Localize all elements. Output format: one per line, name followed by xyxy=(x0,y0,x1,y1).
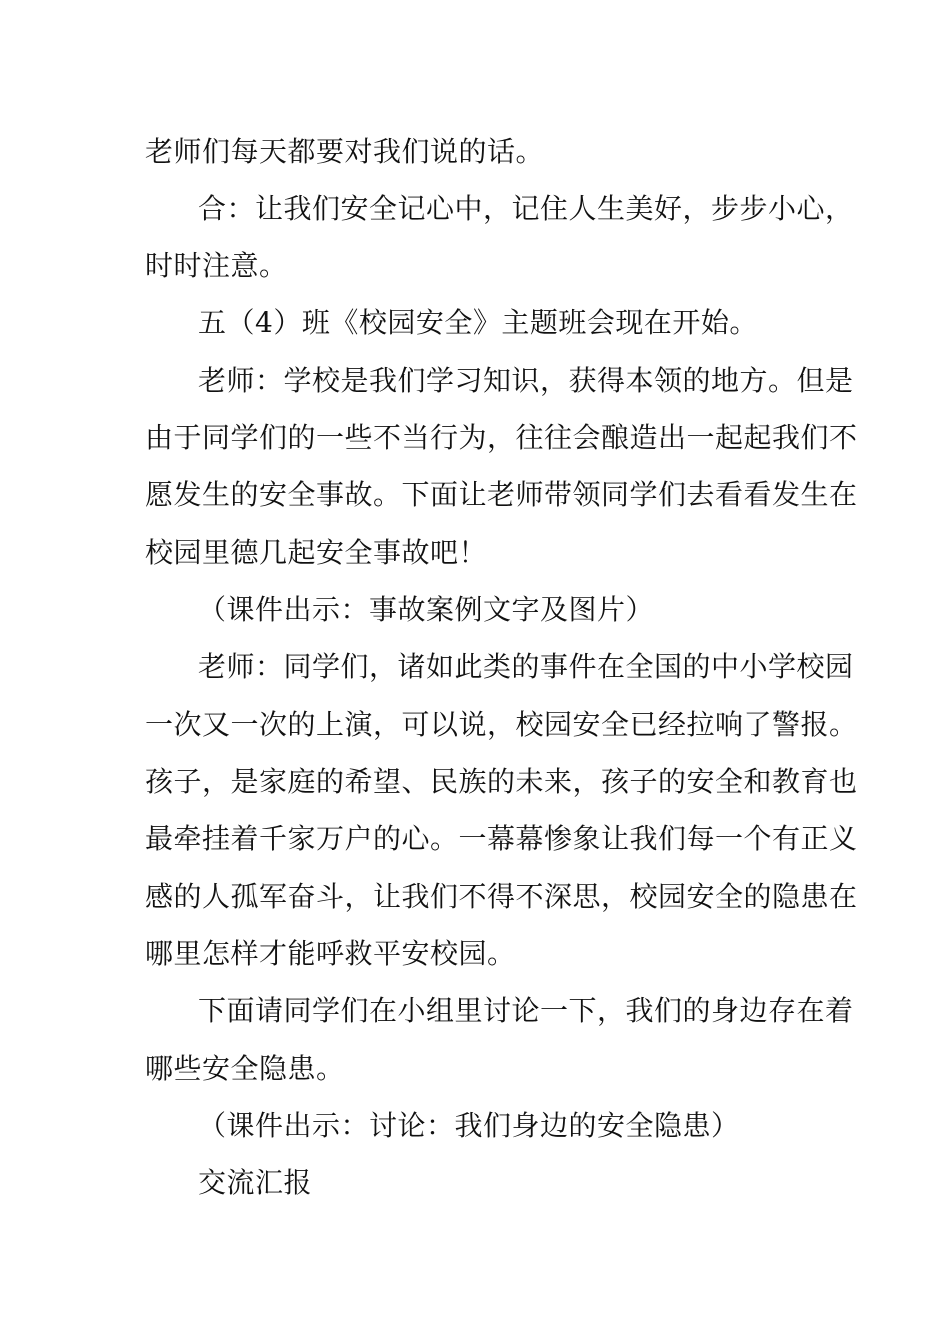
text-line-2: 合：让我们安全记心中，记住人生美好，步步小心， xyxy=(198,192,854,225)
text-line-10: 老师：同学们，诸如此类的事件在全国的中小学校园 xyxy=(198,650,854,683)
text-line-19: 交流汇报 xyxy=(198,1166,313,1199)
text-line-14: 感的人孤军奋斗，让我们不得不深思，校园安全的隐患在 xyxy=(145,880,858,913)
text-line-13: 最牵挂着千家万户的心。一幕幕惨象让我们每一个有正义 xyxy=(145,822,858,855)
text-line-7: 愿发生的安全事故。下面让老师带领同学们去看看发生在 xyxy=(145,478,858,511)
text-line-8: 校园里德几起安全事故吧！ xyxy=(145,536,488,569)
text-line-6: 由于同学们的一些不当行为，往往会酿造出一起起我们不 xyxy=(145,421,858,454)
text-line-4: 五（4）班《校园安全》主题班会现在开始。 xyxy=(198,306,758,339)
text-line-12: 孩子，是家庭的希望、民族的未来，孩子的安全和教育也 xyxy=(145,765,858,798)
text-line-17: 哪些安全隐患。 xyxy=(145,1052,345,1085)
text-line-5: 老师：学校是我们学习知识，获得本领的地方。但是 xyxy=(198,364,854,397)
text-line-9: （课件出示：事故案例文字及图片） xyxy=(198,593,655,626)
text-line-3: 时时注意。 xyxy=(145,249,288,282)
text-line-18: （课件出示：讨论：我们身边的安全隐患） xyxy=(198,1109,740,1142)
text-line-1: 老师们每天都要对我们说的话。 xyxy=(145,135,545,168)
text-line-16: 下面请同学们在小组里讨论一下，我们的身边存在着 xyxy=(198,994,854,1027)
text-line-11: 一次又一次的上演，可以说，校园安全已经拉响了警报。 xyxy=(145,708,858,741)
text-line-15: 哪里怎样才能呼救平安校园。 xyxy=(145,937,516,970)
